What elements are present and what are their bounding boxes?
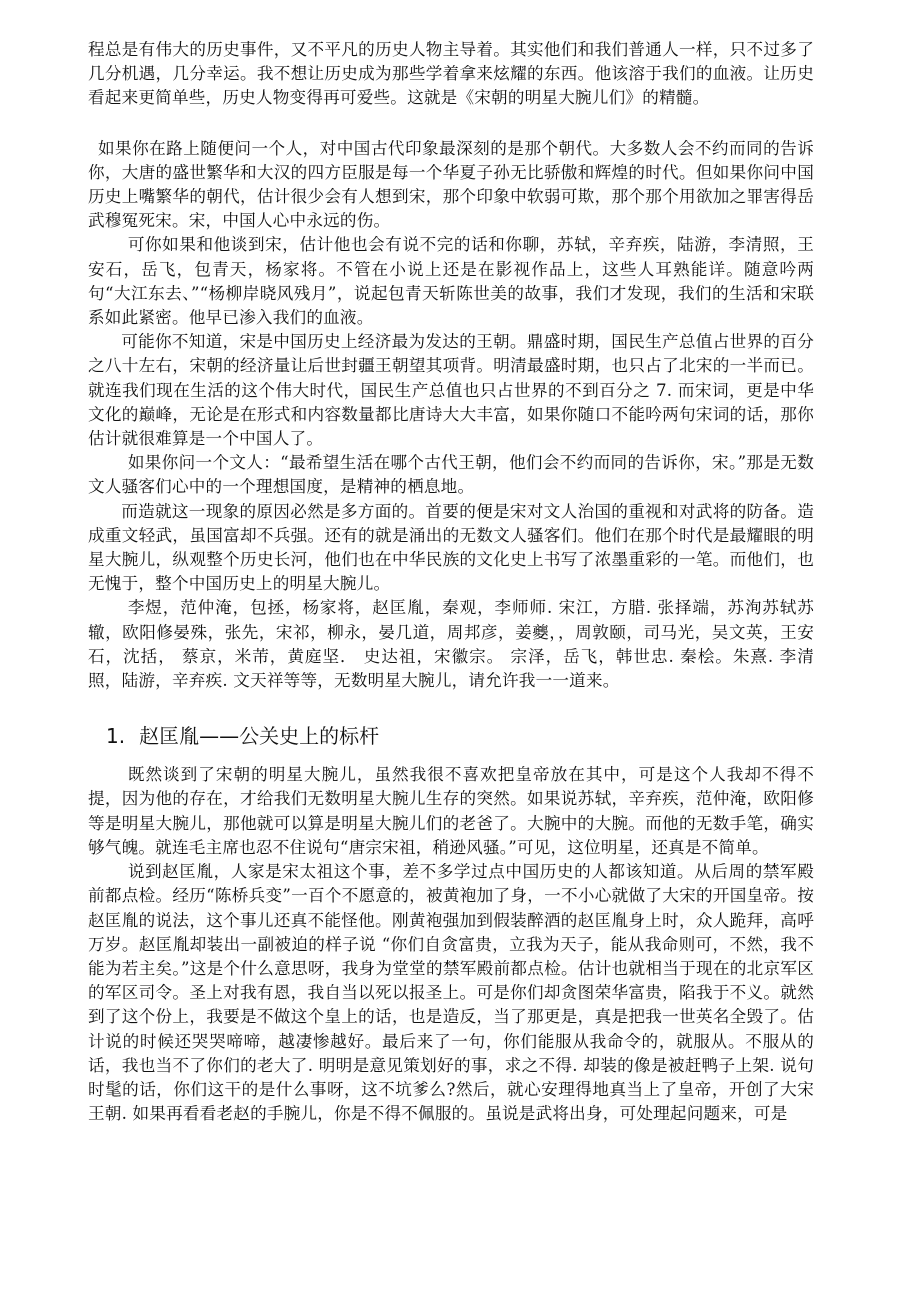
document-page xyxy=(88,38,814,1126)
body-paragraph-1: 如果你在路上随便问一个人，对中国古代印象最深刻的是那个朝代。大多数人会不约而同的告诉你，大唐的盛世繁华和大汉的四方臣服是每一个华夏子孙无比骄傲和辉煌的时代。但如果你问中国历史上嘴繁华的朝代，估计很少会有人想到宋，那个印象中软弱可欺，那个那个用欲加之罪害得岳武穆冤死宋。宋，中国人心中永远的伤。 xyxy=(88,138,814,231)
section-paragraph-1: 既然谈到了宋朝的明星大腕儿，虽然我很不喜欢把皇帝放在其中，可是这个人我却不得不提，因为他的存在，才给我们无数明星大腕儿生存的突然。如果说苏轼，辛弃疾，范仲淹，欧阳修等是明星大腕儿，那他就可以算是明星大腕儿们的老爸了。大腕中的大腕。而他的无数手笔，确实够气魄。就连毛主席也忍不住说句“唐宗宋祖，稍逊风骚。”可见，这位明星，还真是不简单。 xyxy=(88,765,814,857)
section-paragraph-2: 说到赵匡胤，人家是宋太祖这个事，差不多学过点中国历史的人都该知道。从后周的禁军殿前都点检。经历“陈桥兵变”一百个不愿意的，被黄袍加了身，一不小心就做了大宋的开国皇帝。按赵匡胤的说法，这个事儿还真不能怪他。刚黄袍强加到假装醉酒的赵匡胤身上时，众人跪拜，高呼万岁。赵匡胤却装出一副被迫的样子说 “你们自贪富贵，立我为天子，能从我命则可，不然，我不能为若主矣。”这是个什么意思呀，我身为堂堂的禁军殿前都点检。估计也就相当于现在的北京军区的军区司令。圣上对我有恩，我自当以死以报圣上。可是你们却贪图荣华富贵，陷我于不义。就然到了这个份上，我要是不做这个皇上的话，也是造反，当了那更是，真是把我一世英名全毁了。估计说的时候还哭哭啼啼，越凄惨越好。最后来了一句，你们能服从我命令的，就服从。不服从的话，我也当不了你们的老大了. 明明是意见策划好的事，求之不得. 却装的像是被赶鸭子上架. 说句时髦的话，你们这干的是什么事呀，这不坑爹么?然后，就心安理得地真当上了皇帝，开创了大宋王朝. 如果再看看老赵的手腕儿，你是不得不佩服的。虽说是武将出身，可处理起问题来，可是 xyxy=(88,862,814,1124)
section-number: 1. xyxy=(106,724,126,749)
intro-paragraph: 程总是有伟大的历史事件，又不平凡的历史人物主导着。其实他们和我们普通人一样，只不过多了几分机遇，几分幸运。我不想让历史成为那些学着拿来炫耀的东西。他该溶于我们的血液。让历史看起来更简单些，历史人物变得再可爱些。这就是《宋朝的明星大腕儿们》的精髓。 xyxy=(88,40,814,108)
body-paragraph-4: 如果你问一个文人：“最希望生活在哪个古代王朝，他们会不约而同的告诉你，宋。”那是无数文人骚客们心中的一个理想国度，是精神的栖息地。 xyxy=(88,453,814,497)
body-paragraph-6: 李煜，范仲淹，包拯，杨家将，赵匡胤，秦观，李师师. 宋江，方腊. 张择端，苏洵苏轼苏辙，欧阳修晏殊，张先，宋祁，柳永，晏几道，周邦彦，姜夔，，周敦颐，司马光，吴文英，王安石，沈括， 蔡京，米芾，黄庭坚． 史达祖，宋徽宗。 宗泽，岳飞，韩世忠. 秦桧。朱熹. 李清照，陆游，辛弃疾. 文天祥等等，无数明星大腕儿，请允许我一一道来。 xyxy=(88,598,814,691)
body-paragraph-3: 可能你不知道，宋是中国历史上经济最为发达的王朝。鼎盛时期，国民生产总值占世界的百分之八十左右，宋朝的经济量让后世封疆王朝望其项背。明清最盛时期，也只占了北宋的一半而已。就连我们现在生活的这个伟大时代，国民生产总值也只占世界的不到百分之 7. 而宋词，更是中华文化的巅峰，无论是在形式和内容数量都比唐诗大大丰富，如果你随口不能吟两句宋词的话，那你估计就很难算是一个中国人了。 xyxy=(88,332,814,449)
body-paragraph-2: 可你如果和他谈到宋，估计他也会有说不完的话和你聊，苏轼，辛弃疾，陆游，李清照，王安石，岳飞，包青天，杨家将。不管在小说上还是在影视作品上，这些人耳熟能详。随意吟两句“大江东去、”“杨柳岸晓风残月”，说起包青天斩陈世美的故事，我们才发现，我们的生活和宋联系如此紧密。他早已渗入我们的血液。 xyxy=(88,235,814,328)
section-heading xyxy=(106,723,814,749)
section-title: 赵匡胤——公关史上的标杆 xyxy=(139,724,380,749)
body-paragraph-5: 而造就这一现象的原因必然是多方面的。首要的便是宋对文人治国的重视和对武将的防备。造成重文轻武，虽国富却不兵强。还有的就是涌出的无数文人骚客们。他们在那个时代是最耀眼的明星大腕儿，纵观整个历史长河，他们也在中华民族的文化史上书写了浓墨重彩的一笔。而他们，也无愧于，整个中国历史上的明星大腕儿。 xyxy=(88,501,814,594)
